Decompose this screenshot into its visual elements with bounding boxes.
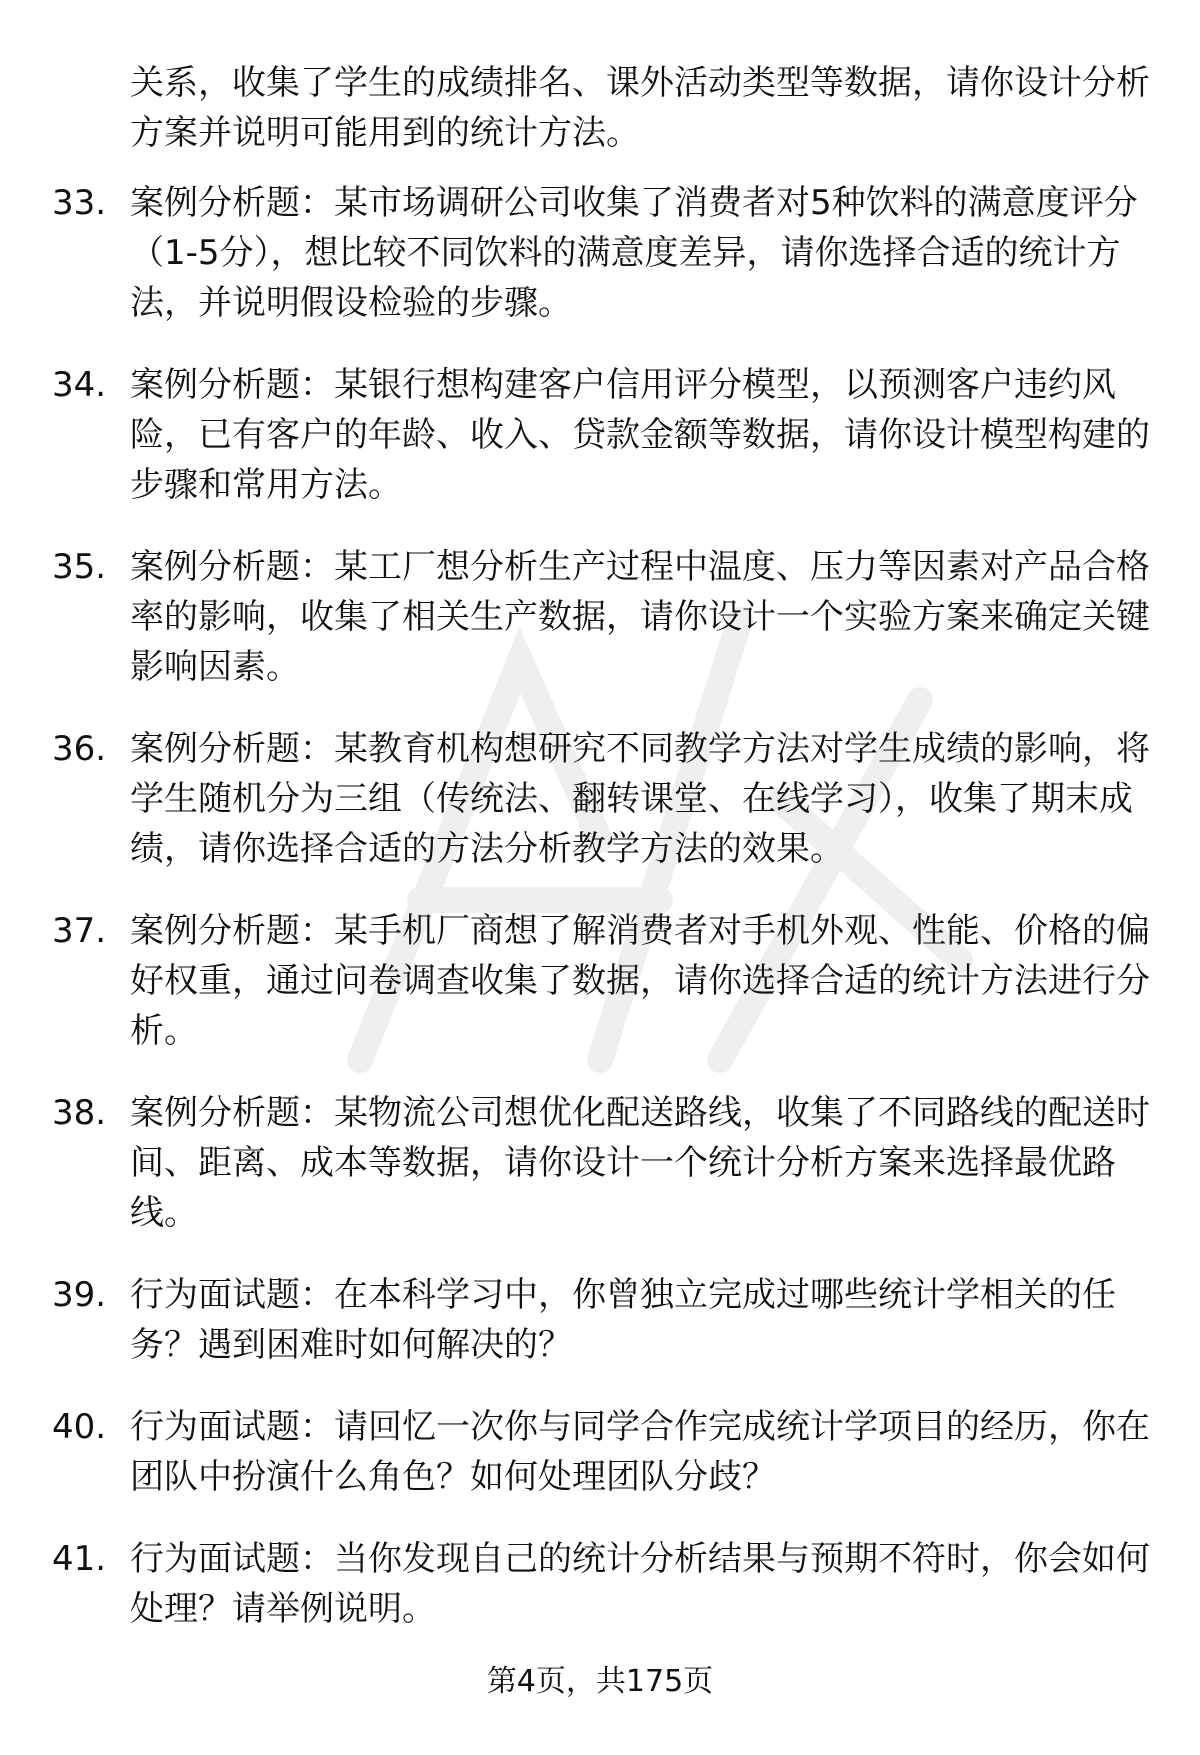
question-text: 案例分析题：某物流公司想优化配送路线，收集了不同路线的配送时间、距离、成本等数据，请你设计一个统计分析方案来选择最优路线。 (130, 1093, 1150, 1233)
question-item (0, 1402, 1160, 1502)
question-text: 案例分析题：某银行想构建客户信用评分模型，以预测客户违约风险，已有客户的年龄、收入、贷款金额等数据，请你设计模型构建的步骤和常用方法。 (130, 365, 1150, 505)
question-number: 37. (52, 911, 107, 951)
question-list (0, 178, 1200, 1666)
question-text: 案例分析题：某手机厂商想了解消费者对手机外观、性能、价格的偏好权重，通过问卷调查收集了数据，请你选择合适的统计方法进行分析。 (130, 911, 1150, 1051)
question-number: 38. (52, 1093, 107, 1133)
question-text: 案例分析题：某教育机构想研究不同教学方法对学生成绩的影响，将学生随机分为三组（传统法、翻转课堂、在线学习），收集了期末成绩，请你选择合适的方法分析教学方法的效果。 (130, 729, 1150, 869)
question-item (0, 906, 1160, 1056)
question-number: 34. (52, 365, 107, 405)
question-number: 39. (52, 1275, 107, 1315)
question-item (0, 1534, 1160, 1634)
question-number: 40. (52, 1407, 107, 1447)
question-number: 35. (52, 547, 107, 587)
question-text: 行为面试题：请回忆一次你与同学合作完成统计学项目的经历，你在团队中扮演什么角色？如何处理团队分歧？ (130, 1407, 1150, 1497)
intro-paragraph: 关系，收集了学生的成绩排名、课外活动类型等数据，请你设计分析方案并说明可能用到的统计方法。 (130, 63, 1150, 153)
question-text: 行为面试题：当你发现自己的统计分析结果与预期不符时，你会如何处理？请举例说明。 (130, 1539, 1150, 1629)
question-item (0, 1270, 1160, 1370)
question-number: 33. (52, 183, 107, 223)
question-text: 行为面试题：在本科学习中，你曾独立完成过哪些统计学相关的任务？遇到困难时如何解决的？ (130, 1275, 1116, 1365)
question-item (0, 178, 1160, 328)
question-text: 案例分析题：某市场调研公司收集了消费者对5种饮料的满意度评分（1-5分），想比较不同饮料的满意度差异，请你选择合适的统计方法，并说明假设检验的步骤。 (130, 183, 1138, 323)
question-number: 36. (52, 729, 107, 769)
page-footer: 第4页，共175页 (486, 1664, 714, 1699)
question-number: 41. (52, 1539, 107, 1579)
question-item (0, 542, 1160, 692)
question-text: 案例分析题：某工厂想分析生产过程中温度、压力等因素对产品合格率的影响，收集了相关生产数据，请你设计一个实验方案来确定关键影响因素。 (130, 547, 1150, 687)
question-item (0, 360, 1160, 510)
question-item (0, 1088, 1160, 1238)
question-item (0, 724, 1160, 874)
